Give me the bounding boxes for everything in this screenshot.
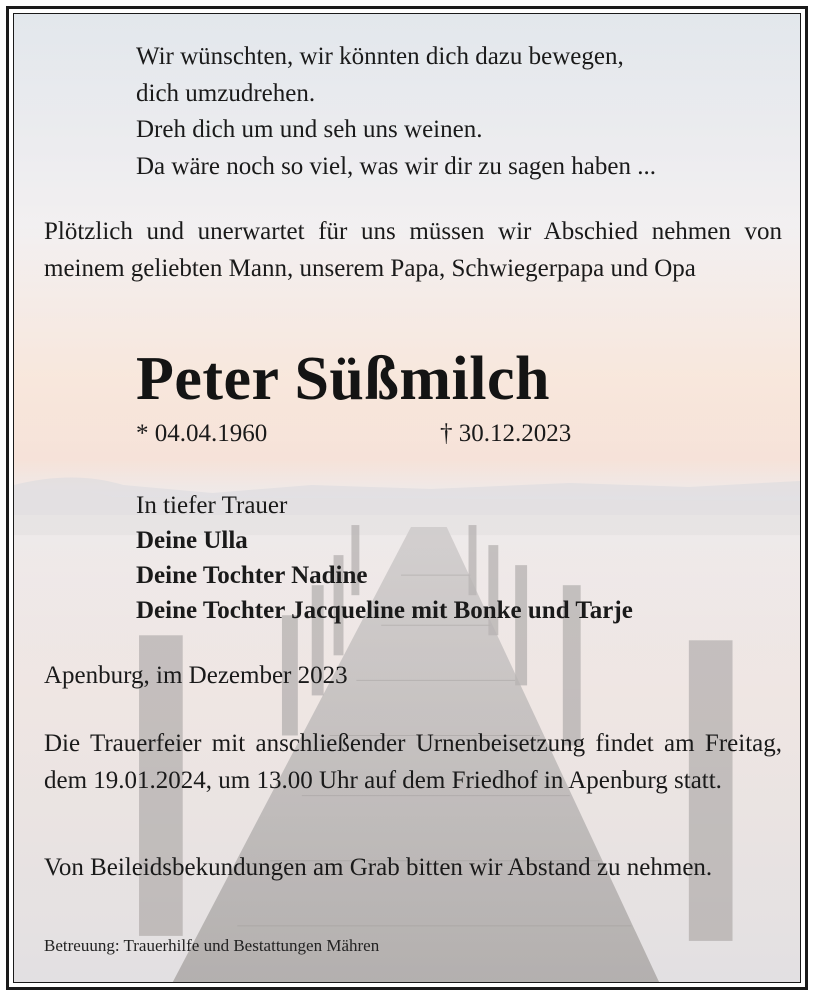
intro-text: Plötzlich und unerwartet für uns müssen wir Abschied nehmen von meinem geliebten Mann, unserem Papa, Schwiegerpapa und Opa	[44, 218, 782, 282]
obituary-inner-border	[13, 13, 801, 983]
service-text: Die Trauerfeier mit anschließender Urnenbeisetzung findet am Freitag, dem 19.01.2024, um 13.00 Uhr auf dem Friedhof in Apenburg statt.	[44, 730, 782, 794]
poem	[136, 39, 656, 185]
death-date: † 30.12.2023	[440, 420, 572, 447]
poem-line: Dreh dich um und seh uns weinen.	[136, 116, 483, 143]
obituary-content	[14, 14, 800, 982]
poem-line: Da wäre noch so viel, was wir dir zu sagen haben ...	[136, 152, 656, 180]
funeral-agent: Betreuung: Trauerhilfe und Bestattungen Mähren	[44, 936, 380, 955]
mourner-line: Deine Tochter Nadine	[136, 562, 368, 589]
condolence-text: Von Beileidsbekundungen am Grab bitten wir Abstand zu nehmen.	[44, 854, 713, 881]
birth-date: * 04.04.1960	[136, 420, 268, 447]
mourner-line: Deine Ulla	[136, 527, 248, 554]
poem-line: dich umzudrehen.	[136, 79, 316, 107]
mourner-line: Deine Tochter Jacqueline mit Bonke und Tarje	[136, 597, 633, 624]
mourners-intro: In tiefer Trauer	[136, 492, 288, 519]
deceased-name: Peter Süßmilch	[136, 345, 550, 413]
mourners-block	[136, 488, 633, 628]
poem-line: Wir wünschten, wir könnten dich dazu bewegen,	[136, 43, 624, 70]
place-date: Apenburg, im Dezember 2023	[44, 662, 348, 689]
obituary-frame	[6, 6, 808, 990]
